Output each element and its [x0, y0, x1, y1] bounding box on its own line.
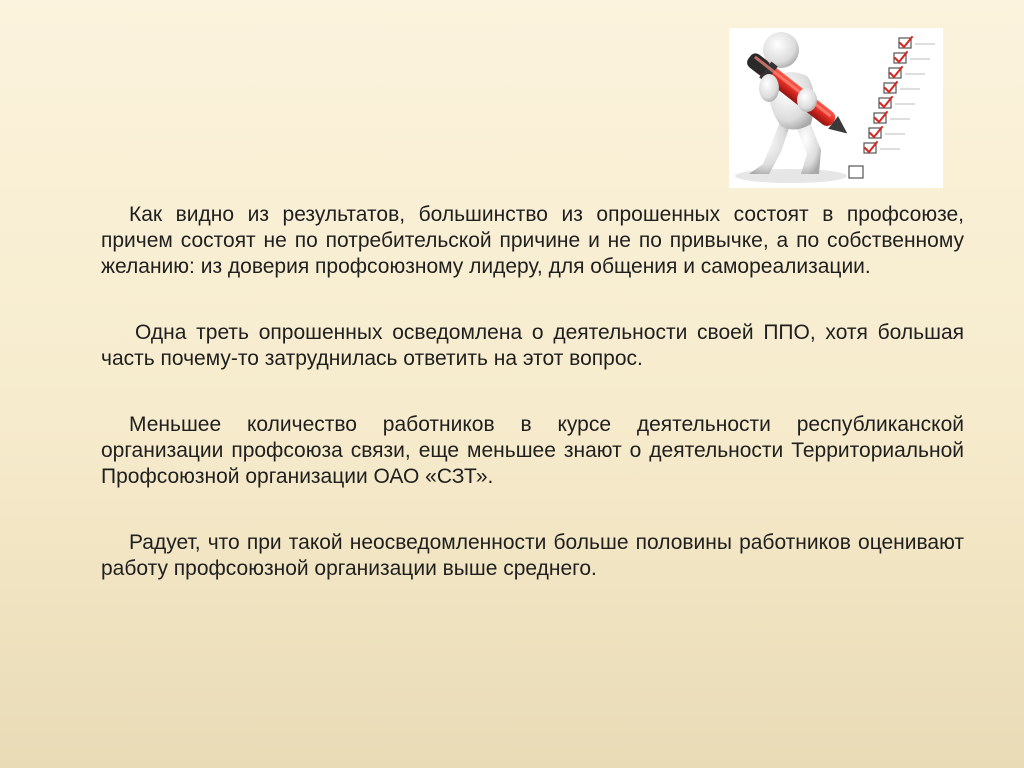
illustration-svg	[729, 28, 943, 188]
figure-right-arm	[797, 88, 817, 112]
figure-with-pen-and-checklist-icon	[729, 28, 943, 188]
paragraph-1: Как видно из результатов, большинство из опрошенных состоят в профсоюзе, причем состоят не по потребительской причине и не по привычке, а по собственному желанию: из доверия профсоюзному лидеру, для общения и самореализации.	[101, 203, 964, 278]
main-text	[101, 202, 964, 582]
paragraph-3: Меньшее количество работников в курсе деятельности республиканской организации профсоюза связи, еще меньшее знают о деятельности Территориальной Профсоюзной организации ОАО «СЗТ».	[101, 413, 964, 488]
shadow	[735, 169, 847, 183]
paragraph-4: Радует, что при такой неосведомленности больше половины работников оценивают работу профсоюзной организации выше среднего.	[101, 531, 964, 580]
figure-left-arm	[759, 74, 779, 102]
check-icon	[865, 37, 912, 152]
checklist	[849, 37, 935, 178]
paragraph-2: Одна треть опрошенных осведомлена о деятельности своей ППО, хотя большая часть почему-то затруднилась ответить на этот вопрос.	[101, 321, 964, 370]
figure-left-leg	[749, 120, 789, 174]
